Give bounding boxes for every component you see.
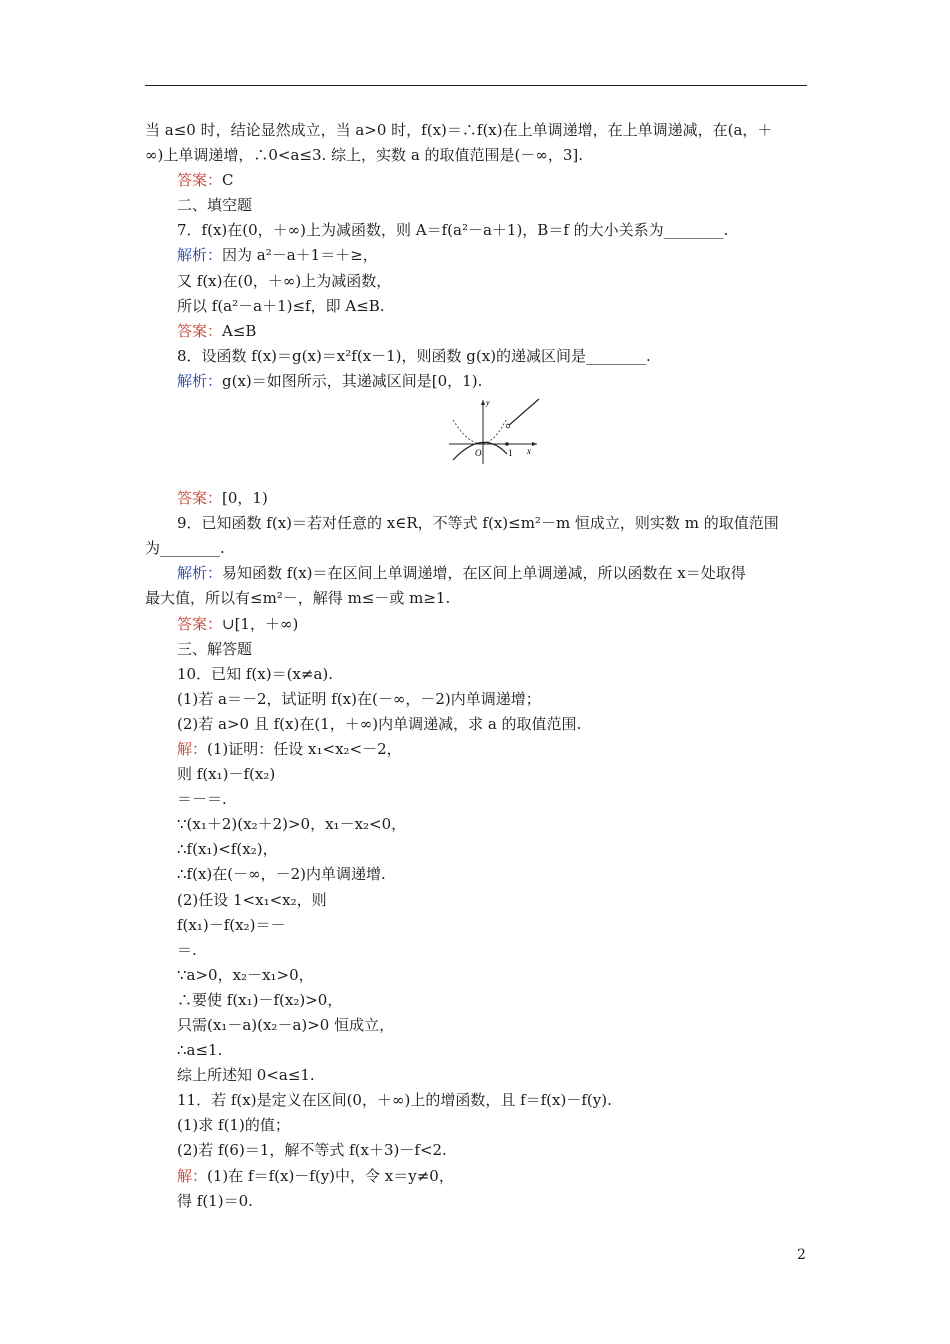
origin-label: O — [475, 448, 482, 459]
text-line — [145, 888, 813, 913]
line-text: 只需(x₁－a)(x₂－a)>0 恒成立， — [177, 1016, 395, 1034]
answer-label: 解： — [177, 739, 208, 758]
line-text: (2)若 f(6)＝1，解不等式 f(x＋3)－f<2. — [177, 1141, 447, 1160]
text-line — [145, 319, 813, 344]
text-line — [145, 938, 813, 963]
text-line — [145, 269, 813, 294]
line-text: ∞)上单调递增，∴0<a≤3. 综上，实数 a 的取值范围是(－∞，3]. — [145, 146, 584, 165]
line-text: (1)在 f＝f(x)－f(y)中，令 x＝y≠0， — [207, 1166, 454, 1185]
text-line — [145, 637, 813, 662]
text-line — [145, 687, 813, 712]
line-text: [0，1) — [222, 489, 268, 508]
y-axis-arrow — [481, 400, 485, 405]
line-text: 因为 a²－a＋1＝＋≥， — [222, 246, 378, 265]
line-text: 11．若 f(x)是定义在区间(0，＋∞)上的增函数，且 f＝f(x)－f(y). — [177, 1091, 612, 1110]
answer-label: 答案： — [177, 171, 223, 190]
text-line — [145, 369, 813, 394]
line-text: ∪[1，＋∞) — [222, 614, 299, 633]
line-text: (2)若 a>0 且 f(x)在(1，＋∞)内单调递减，求 a 的取值范围. — [177, 714, 582, 733]
line-text: (1)求 f(1)的值； — [177, 1116, 290, 1135]
text-line — [145, 536, 813, 561]
line-text: 最大值，所以有≤m²－，解得 m≤－或 m≥1. — [145, 589, 451, 608]
y-axis-label: y — [486, 398, 490, 408]
line-text: ＝. — [177, 940, 197, 959]
line-text: 易知函数 f(x)＝在区间上单调递增，在区间上单调递减，所以函数在 x＝处取得 — [222, 564, 746, 583]
text-line — [145, 143, 813, 168]
line-text: 得 f(1)＝0. — [177, 1191, 253, 1210]
x-axis-arrow — [532, 442, 537, 446]
text-line — [145, 218, 813, 243]
analysis-label: 解析： — [177, 564, 223, 583]
answer-label: 答案： — [177, 614, 223, 633]
text-line — [145, 561, 813, 586]
text-line — [145, 1013, 813, 1038]
line-text: ∴f(x)在(－∞，－2)内单调递增. — [177, 865, 386, 884]
line-text: f(x₁)－f(x₂)＝－ — [177, 915, 286, 934]
line-text: g(x)＝如图所示，其递减区间是[0，1). — [222, 371, 483, 390]
text-line — [145, 963, 813, 988]
page-number: 2 — [797, 1247, 806, 1263]
line-text: 10．已知 f(x)＝(x≠a). — [177, 664, 334, 683]
line-text: 二、填空题 — [177, 196, 253, 215]
text-line — [145, 118, 813, 143]
line-text: A≤B — [222, 321, 257, 340]
text-line — [145, 344, 813, 369]
open-point — [506, 424, 510, 428]
text-line — [145, 1038, 813, 1063]
text-line — [145, 193, 813, 218]
analysis-label: 解析： — [177, 246, 223, 265]
line-text: 9．已知函数 f(x)＝若对任意的 x∈R，不等式 f(x)≤m²－m 恒成立，则实数 m 的取值范围 — [177, 514, 779, 533]
text-line — [145, 486, 813, 511]
text-line — [145, 662, 813, 687]
text-line — [145, 837, 813, 862]
line-text: (1)证明：任设 x₁<x₂<－2， — [207, 739, 402, 758]
text-line — [145, 586, 813, 611]
analysis-label: 解析： — [177, 371, 223, 390]
dashed-parabola — [453, 418, 507, 444]
header-rule — [145, 85, 807, 86]
line-text: ＝－＝. — [177, 790, 227, 809]
line-text: 又 f(x)在(0，＋∞)上为减函数， — [177, 271, 392, 290]
text-line — [145, 294, 813, 319]
text-line — [145, 168, 813, 193]
text-line — [145, 243, 813, 268]
x-axis-label: x — [527, 446, 531, 457]
text-line — [145, 1189, 813, 1214]
tick-label: 1 — [508, 448, 513, 459]
document-body — [145, 118, 813, 1214]
filled-point — [505, 442, 509, 446]
text-line — [145, 1113, 813, 1138]
text-line — [145, 612, 813, 637]
line-text: 当 a≤0 时，结论显然成立，当 a>0 时，f(x)＝∴f(x)在上单调递增，在上单调递减，在(a，＋ — [145, 121, 773, 139]
line-text: (1)若 a＝－2，试证明 f(x)在(－∞，－2)内单调递增； — [177, 689, 541, 708]
function-graph-figure — [145, 394, 813, 486]
answer-label: 答案： — [177, 489, 223, 508]
text-line — [145, 762, 813, 787]
line-text: 则 f(x₁)－f(x₂) — [177, 765, 276, 784]
line-text: 三、解答题 — [177, 639, 253, 658]
text-line — [145, 712, 813, 737]
line-text: ∵a>0，x₂－x₁>0， — [177, 965, 314, 984]
line-text: ∴要使 f(x₁)－f(x₂)>0， — [177, 990, 343, 1009]
line-text: 8．设函数 f(x)＝g(x)＝x²f(x－1)，则函数 g(x)的递减区间是________. — [177, 346, 651, 365]
line-text: ∴f(x₁)<f(x₂)， — [177, 840, 278, 859]
line-text: ∵(x₁＋2)(x₂＋2)>0，x₁－x₂<0， — [177, 815, 407, 834]
line-text: 7．f(x)在(0，＋∞)上为减函数，则 A＝f(a²－a＋1)，B＝f 的大小关系为________. — [177, 221, 729, 240]
line-text: 所以 f(a²－a＋1)≤f，即 A≤B. — [177, 296, 385, 315]
text-line — [145, 787, 813, 812]
text-line — [145, 862, 813, 887]
text-line — [145, 812, 813, 837]
text-line — [145, 913, 813, 938]
line-text: 综上所述知 0<a≤1. — [177, 1066, 315, 1085]
text-line — [145, 988, 813, 1013]
line-text: ∴a≤1. — [177, 1041, 223, 1060]
text-line — [145, 511, 813, 536]
text-line — [145, 1164, 813, 1189]
line-text: 为________. — [145, 539, 225, 558]
piecewise-function-graph — [445, 396, 545, 466]
line-text: (2)任设 1<x₁<x₂，则 — [177, 890, 327, 909]
text-line — [145, 1063, 813, 1088]
text-line — [145, 737, 813, 762]
answer-label: 答案： — [177, 321, 223, 340]
line-text: C — [222, 171, 234, 190]
answer-label: 解： — [177, 1166, 208, 1185]
text-line — [145, 1088, 813, 1113]
curve-right — [508, 399, 539, 426]
text-line — [145, 1138, 813, 1163]
